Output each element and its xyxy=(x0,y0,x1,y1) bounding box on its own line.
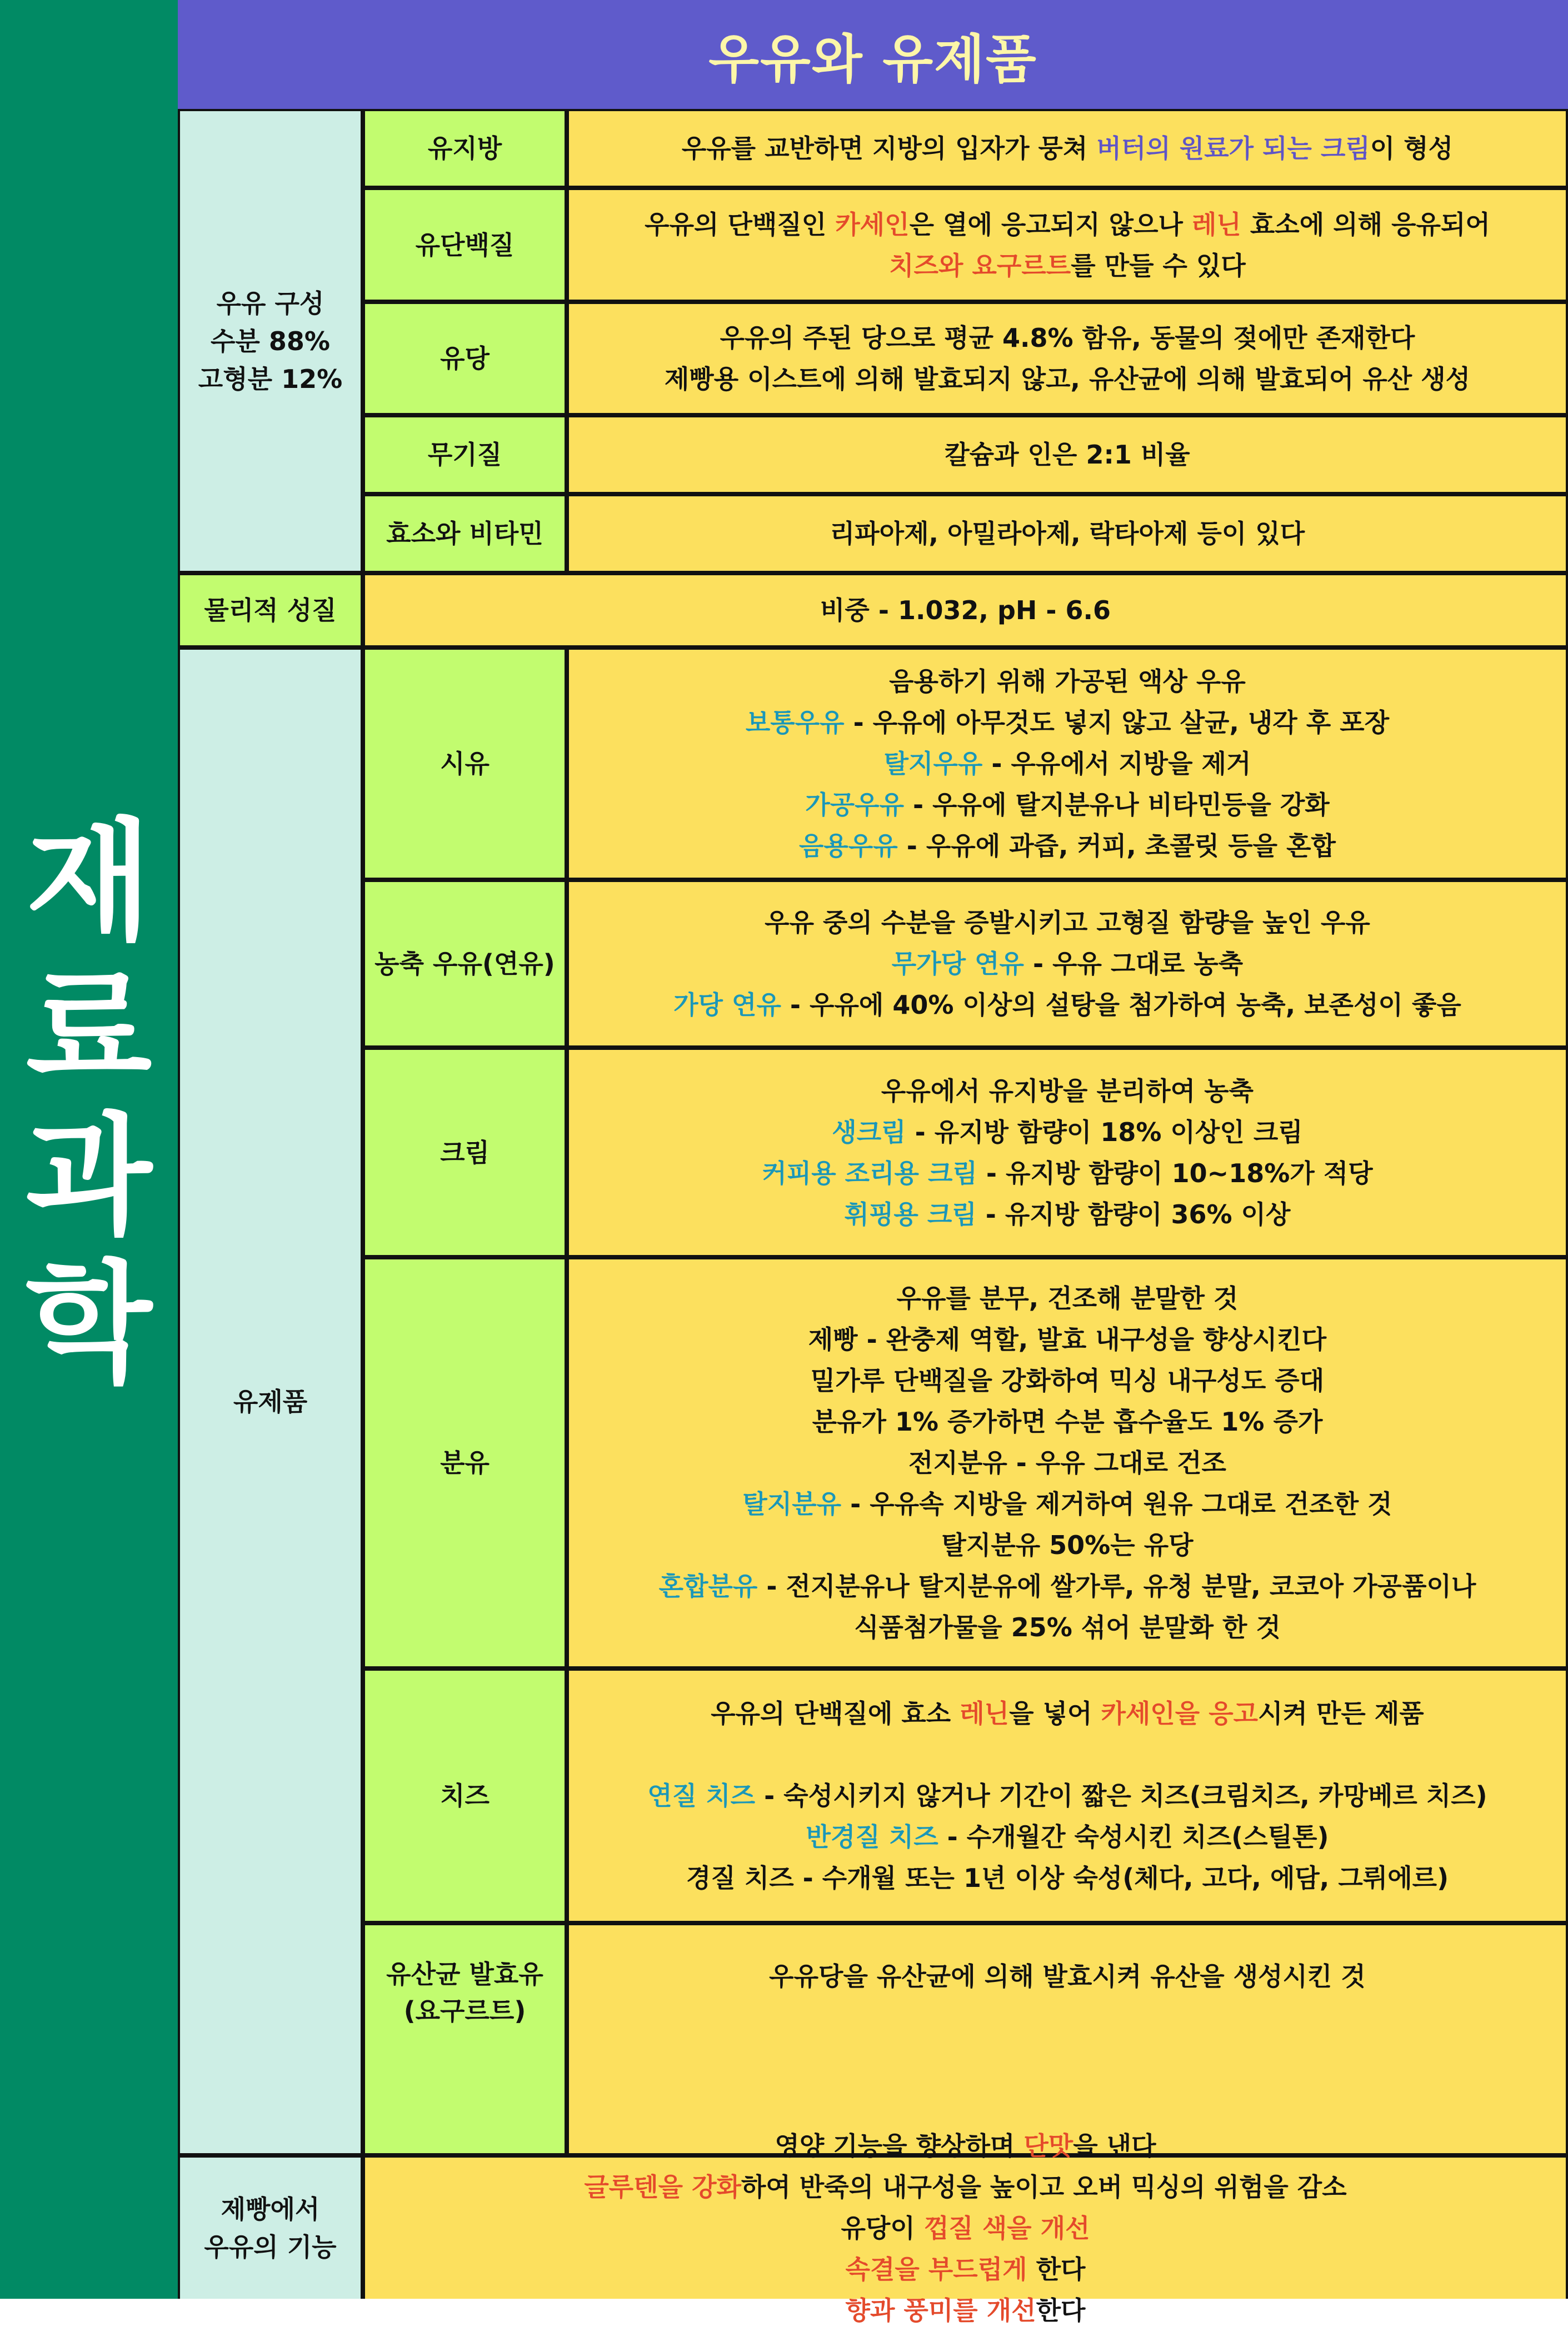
content-line xyxy=(720,317,1415,358)
content-line xyxy=(832,1112,1302,1153)
sidebar-title-char: 과 xyxy=(26,1101,152,1253)
sidebar-title-char: 재 xyxy=(26,806,152,958)
cell-line: 유지방 xyxy=(427,133,502,163)
text-segment: 영양 기능을 향상하며 xyxy=(775,2131,1024,2161)
text-segment: 우유의 단백질인 xyxy=(645,209,836,240)
cell-line: 크림 xyxy=(440,1137,490,1168)
highlight-text: 음용우유 xyxy=(799,831,898,861)
row-label-lactose xyxy=(365,304,565,413)
row-content-yogurt xyxy=(569,1925,1566,2153)
content-line xyxy=(941,1525,1193,1566)
text-segment: - 수개월간 숙성시킨 치즈(스틸톤) xyxy=(938,1822,1329,1852)
content-line xyxy=(742,1483,1392,1525)
content-line xyxy=(645,204,1490,245)
content-line xyxy=(584,2166,1346,2208)
content-line xyxy=(889,245,1246,286)
content-line xyxy=(806,1816,1329,1857)
text-segment: 우유에서 유지방을 분리하여 농축 xyxy=(881,1075,1254,1106)
cell-line: 유단백질 xyxy=(415,230,515,260)
row-content-cream xyxy=(569,1050,1566,1255)
highlight-text: 단맛 xyxy=(1023,2131,1073,2161)
cell-line: (요구르트) xyxy=(403,1996,526,2026)
text-segment: 분유가 1% 증가하면 수분 흡수율도 1% 증가 xyxy=(812,1407,1323,1437)
content-line xyxy=(892,943,1243,984)
content-line xyxy=(820,590,1111,631)
text-segment: 전지분유 - 우유 그대로 건조 xyxy=(908,1448,1226,1478)
text-segment: - 우유에서 지방을 제거 xyxy=(982,749,1251,779)
content-line xyxy=(711,1693,1424,1734)
group-cell-function xyxy=(180,2158,361,2299)
highlight-text: 카세인을 응고 xyxy=(1101,1699,1259,1729)
sidebar-title-char: 학 xyxy=(26,1248,152,1400)
row-content-function xyxy=(365,2131,1566,2325)
highlight-text: 레닌 xyxy=(1191,209,1241,240)
text-segment: 한다 xyxy=(1027,2254,1086,2284)
text-segment: 를 만들 수 있다 xyxy=(1071,250,1246,281)
text-segment: 한다 xyxy=(1036,2295,1086,2325)
content-line xyxy=(908,1442,1226,1483)
highlight-text: 휘핑용 크림 xyxy=(844,1199,977,1229)
content-line xyxy=(659,1566,1476,1607)
row-label-condensed xyxy=(365,882,565,1045)
text-segment: - 우유속 지방을 제거하여 원유 그대로 건조한 것 xyxy=(841,1489,1392,1519)
highlight-text: 연질 치즈 xyxy=(647,1781,756,1811)
content-line xyxy=(775,2125,1156,2166)
text-segment: 우유 중의 수분을 증발시키고 고형질 함량을 높인 우유 xyxy=(765,908,1370,938)
content-line xyxy=(841,2208,1090,2249)
content-line xyxy=(945,434,1190,475)
text-segment: 우유당을 유산균에 의해 발효시켜 유산을 생성시킨 것 xyxy=(769,1961,1366,1991)
text-segment: 시켜 만든 제품 xyxy=(1258,1699,1424,1729)
text-segment: 을 낸다 xyxy=(1073,2131,1156,2161)
text-segment: 음용하기 위해 가공된 액상 우유 xyxy=(889,666,1246,696)
highlight-text: 탈지분유 xyxy=(742,1489,842,1519)
highlight-text: 레닌 xyxy=(960,1699,1010,1729)
cell-line: 무기질 xyxy=(427,440,502,470)
row-label-cheese xyxy=(365,1671,565,1921)
text-segment: 제빵용 이스트에 의해 발효되지 않고, 유산균에 의해 발효되어 유산 생성 xyxy=(664,364,1471,394)
highlight-text: 가당 연유 xyxy=(673,990,781,1020)
sidebar-title-char: 료 xyxy=(26,954,152,1105)
row-label-milk-fat xyxy=(365,111,565,186)
content-line xyxy=(799,825,1336,866)
text-segment: 유당이 xyxy=(841,2213,924,2243)
text-segment: 을 넣어 xyxy=(1009,1699,1101,1729)
cell-line: 물리적 성질 xyxy=(204,595,337,625)
content-table xyxy=(178,109,1568,2325)
content-line xyxy=(682,128,1453,169)
row-label-yogurt xyxy=(365,1925,565,2153)
cell-line: 효소와 비타민 xyxy=(386,519,543,549)
highlight-text: 커피용 조리용 크림 xyxy=(762,1158,977,1188)
cell-line: 유제품 xyxy=(233,1386,308,1417)
content-line xyxy=(854,1607,1281,1648)
content-line xyxy=(830,513,1305,554)
content-line xyxy=(769,1956,1366,1997)
content-line xyxy=(846,2249,1086,2290)
content-line xyxy=(884,743,1251,784)
highlight-text: 글루텐을 강화 xyxy=(584,2172,741,2202)
row-label-milk-protein xyxy=(365,190,565,300)
cell-line: 농축 우유(연유) xyxy=(374,949,555,979)
row-content-enzymes xyxy=(569,496,1566,571)
content-line xyxy=(897,1278,1239,1319)
content-line xyxy=(881,1070,1254,1112)
text-segment: 우유의 단백질에 효소 xyxy=(711,1699,960,1729)
sidebar xyxy=(0,0,178,2299)
content-line xyxy=(808,1319,1327,1360)
text-segment: 우유를 교반하면 지방의 입자가 뭉쳐 xyxy=(681,133,1097,163)
text-segment: - 우유에 40% 이상의 설탕을 첨가하여 농축, 보존성이 좋음 xyxy=(781,990,1461,1020)
highlight-text: 치즈와 요구르트 xyxy=(889,250,1071,281)
content-line xyxy=(805,784,1329,825)
text-segment: 효소에 의해 응유되어 xyxy=(1241,209,1490,240)
row-content-condensed xyxy=(569,882,1566,1045)
row-label-enzymes xyxy=(365,496,565,571)
highlight-text: 탈지우유 xyxy=(883,749,983,779)
content-line xyxy=(647,1775,1487,1816)
text-segment: - 우유에 아무것도 넣지 않고 살균, 냉각 후 포장 xyxy=(844,708,1390,738)
text-segment: 밀가루 단백질을 강화하여 믹싱 내구성도 증대 xyxy=(810,1366,1325,1396)
cell-line: 우유 구성 xyxy=(216,288,324,318)
content-line xyxy=(765,902,1370,943)
content-line xyxy=(846,2290,1086,2331)
text-segment: 우유를 분무, 건조해 분말한 것 xyxy=(896,1283,1239,1313)
content-line xyxy=(673,984,1461,1025)
text-segment: 리파아제, 아밀라아제, 락타아제 등이 있다 xyxy=(830,519,1305,549)
sidebar-title xyxy=(0,806,178,1400)
text-segment: - 숙성시키지 않거나 기간이 짧은 치즈(크림치즈, 카망베르 치즈) xyxy=(755,1781,1487,1811)
text-segment: 하여 반죽의 내구성을 높이고 오버 믹싱의 위험을 감소 xyxy=(741,2172,1347,2202)
row-label-physical xyxy=(180,575,361,645)
highlight-text: 반경질 치즈 xyxy=(806,1822,938,1852)
content-line xyxy=(686,1857,1449,1899)
text-segment: 우유의 주된 당으로 평균 4.8% 함유, 동물의 젖에만 존재한다 xyxy=(720,323,1415,353)
row-content-milk-protein xyxy=(569,190,1566,300)
row-content-minerals xyxy=(569,417,1566,492)
text-segment: 은 열에 응고되지 않으나 xyxy=(909,209,1192,240)
cell-line: 수분 88% xyxy=(211,326,330,356)
content-line xyxy=(811,1360,1324,1401)
cell-line: 제빵에서 xyxy=(221,2194,320,2224)
cell-line: 치즈 xyxy=(440,1781,490,1811)
cell-line: 시유 xyxy=(440,749,490,779)
cell-line: 유산균 발효유 xyxy=(386,1959,543,1989)
row-content-market-milk xyxy=(569,650,1566,878)
page-title: 우유와 유제품 xyxy=(708,29,1037,90)
row-content-milk-fat xyxy=(569,111,1566,186)
text-segment: - 우유에 과즙, 커피, 초콜릿 등을 혼합 xyxy=(897,831,1336,861)
row-content-physical xyxy=(365,575,1566,645)
row-content-cheese xyxy=(569,1671,1566,1921)
row-label-cream xyxy=(365,1050,565,1255)
page-header xyxy=(178,0,1568,109)
text-segment: - 전지분유나 탈지분유에 쌀가루, 유청 분말, 코코아 가공품이나 xyxy=(757,1571,1476,1601)
highlight-text: 가공우유 xyxy=(805,790,905,820)
row-content-milk-powder xyxy=(569,1259,1566,1666)
highlight-text: 버터의 원료가 되는 크림 xyxy=(1096,133,1370,163)
content-line xyxy=(812,1401,1323,1442)
highlight-text: 무가당 연유 xyxy=(891,949,1024,979)
highlight-text: 향과 풍미를 개선 xyxy=(845,2295,1036,2325)
text-segment: 이 형성 xyxy=(1370,133,1454,163)
text-segment: 제빵 - 완충제 역할, 발효 내구성을 향상시킨다 xyxy=(808,1324,1327,1354)
text-segment: - 우유에 탈지분유나 비타민등을 강화 xyxy=(904,790,1330,820)
text-segment: - 유지방 함량이 10~18%가 적당 xyxy=(977,1158,1373,1188)
text-segment: 경질 치즈 - 수개월 또는 1년 이상 숙성(체다, 고다, 에담, 그뤼에르) xyxy=(686,1863,1449,1893)
text-segment: - 유지방 함량이 36% 이상 xyxy=(976,1199,1291,1229)
highlight-text: 생크림 xyxy=(832,1117,906,1147)
group-cell-dairy xyxy=(180,650,361,2153)
highlight-text: 속결을 부드럽게 xyxy=(845,2254,1027,2284)
row-label-minerals xyxy=(365,417,565,492)
text-segment: 칼슘과 인은 2:1 비율 xyxy=(945,440,1190,470)
cell-line: 고형분 12% xyxy=(198,363,343,394)
content-line xyxy=(889,661,1246,702)
highlight-text: 보통우유 xyxy=(745,708,845,738)
cell-line: 분유 xyxy=(440,1448,490,1478)
highlight-text: 카세인 xyxy=(835,209,910,240)
highlight-text: 혼합분유 xyxy=(658,1571,758,1601)
row-label-market-milk xyxy=(365,650,565,878)
text-segment: 비중 - 1.032, pH - 6.6 xyxy=(820,595,1111,625)
text-segment: 탈지분유 50%는 유당 xyxy=(941,1530,1194,1560)
row-label-milk-powder xyxy=(365,1259,565,1666)
group-cell-composition xyxy=(180,111,361,571)
highlight-text: 껍질 색을 개선 xyxy=(923,2213,1090,2243)
row-content-lactose xyxy=(569,304,1566,413)
text-segment: - 우유 그대로 농축 xyxy=(1024,949,1244,979)
content-line xyxy=(746,702,1389,743)
content-line xyxy=(665,358,1470,400)
cell-line: 유당 xyxy=(440,343,490,373)
text-segment: - 유지방 함량이 18% 이상인 크림 xyxy=(906,1117,1303,1147)
content-line xyxy=(762,1153,1372,1194)
text-segment: 식품첨가물을 25% 섞어 분말화 한 것 xyxy=(854,1612,1281,1642)
content-line xyxy=(845,1194,1291,1235)
cell-line: 우유의 기능 xyxy=(204,2232,337,2262)
